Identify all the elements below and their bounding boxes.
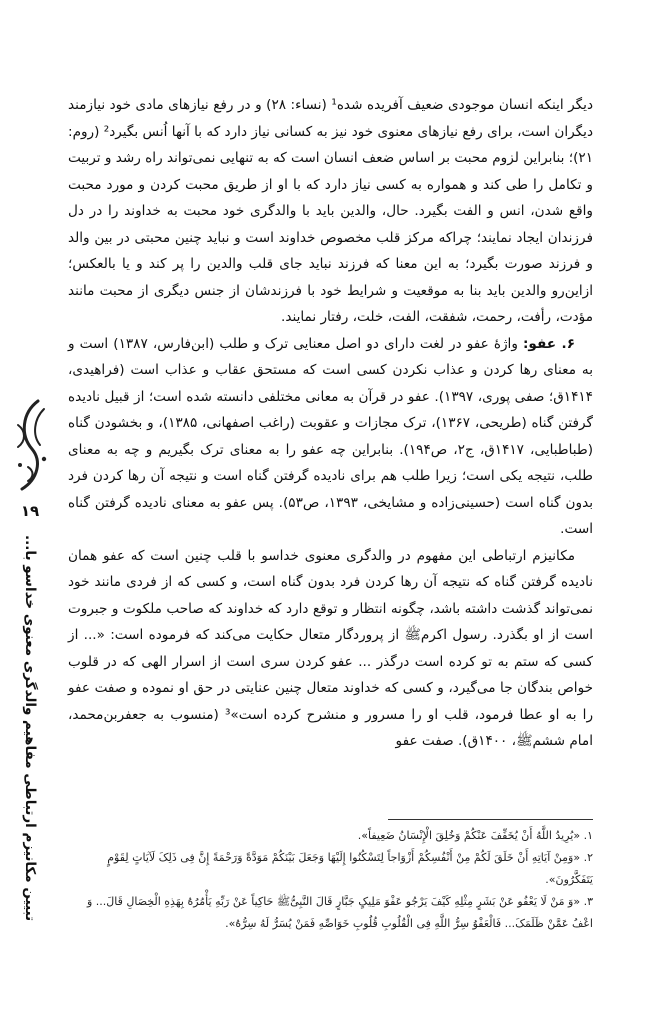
footnote-separator bbox=[388, 819, 593, 820]
margin-sidebar bbox=[0, 395, 60, 955]
body-text bbox=[68, 92, 593, 755]
footnote-3: ۳. «وَ مَنْ لَا یَعْفُو عَنْ بَشَرٍ مِثْلِهِ کَیْفَ یَرْجُو عَفْوَ مَلِیکٍ جَبَّارٍ قَالَ النَّبِیُّﷺ حَاکِیاً عَنْ رَبِّهِ یَأْمُرُهُ بِهَذِهِ الْخِصَالِ قَالَ... وَ اعْفُ عَمَّنْ ظَلَمَکَ... فَالْعَفْوُ سِرُّ اللَّهِ فِی الْقُلُوبِ قُلُوبِ خَوَاصِّهِ فَمَنْ یُسَرُّ لَهُ سِرُّهُ». bbox=[87, 895, 593, 930]
journal-logo-icon bbox=[8, 395, 54, 495]
page-number: ۱۹ bbox=[20, 502, 40, 520]
running-title: تبیین مکانیزم ارتباطی مفاهیم والدگری معنوی خداسو با... bbox=[22, 535, 38, 922]
paragraph-forgiveness-definition bbox=[68, 331, 593, 543]
paragraph-love-need: دیگر اینکه انسان موجودی ضعیف آفریده شده¹ (نساء: ۲۸) و در رفع نیازهای مادی خود نیازمند دیگران است، برای رفع نیازهای معنوی خود نیز به کسانی نیاز دارد که با آنها اُنس بگیرد² (روم: ۲۱)؛ بنابراین لزوم محبت بر اساس ضعف انسان است که به تنهایی نمی‌تواند راه رشد و تربیت و تکامل را طی کند و همواره به کسی نیاز دارد که با او از طریق محبت کردن و مورد محبت واقع شدن، انس و الفت بگیرد. حال، والدین باید با والدگری خود محبت به خداوند را در دل فرزندان ایجاد نمایند؛ چراکه مرکز قلب مخصوص خداوند است و نباید چنین محبتی در بین والد و فرزند صورت بگیرد؛ به این معنا که فرزند نباید جای قلب والدین را پر کند و یا بالعکس؛ ازاین‌رو والدین باید بنا به موقعیت و شرایط خود با فرزندشان از جنس دیگری از محبت مانند مؤدت، رأفت، رحمت، شفقت، الفت، خلت، رفتار نمایند. bbox=[68, 97, 594, 325]
footnotes bbox=[68, 825, 593, 935]
section-heading-forgiveness: ۶. عفو: bbox=[522, 335, 575, 352]
paragraph-forgiveness-mechanism: مکانیزم ارتباطی این مفهوم در والدگری معنوی خداسو با قلب چنین است که عفو همان نادیده گرفتن گناه که نتیجه آن رها کردن فرد بدون گناه است، و کسی که از فردی مانند خود نمی‌تواند گذشت داشته باشد، چگونه انتظار و توقع دارد که خداوند که صاحب ملکوت و جبروت است از او بگذرد. رسول اکرمﷺ از پروردگار متعال حکایت می‌کند که فرموده است: «... از کسی که ستم به تو کرده است درگذر ... عفو کردن سری است از اسرار الهی که در قلوب خواص بندگان جا می‌گیرد، و کسی که خداوند متعال چنین عنایتی در حق او نموده و صفت عفو را به او عطا فرمود، قلب او را مسرور و منشرح کرده است»³ (منسوب به جعفربن‌محمد، امام ششمﷺ، ۱۴۰۰ق). صفت عفو bbox=[68, 547, 594, 749]
footnote-1: ۱. «یُرِیدُ اللَّهُ أَنْ یُخَفِّفَ عَنْکُمْ وَخُلِقَ الْإِنْسَانُ ضَعِیفاً». bbox=[357, 829, 593, 842]
footnote-2: ۲. «وَمِنْ آیَاتِهِ أَنْ خَلَقَ لَکُمْ مِنْ أَنْفُسِکُمْ أَزْوَاجاً لِتَسْکُنُوا إِلَیْهَا وَجَعَلَ بَیْنَکُمْ مَوَدَّةً وَرَحْمَةً إِنَّ فِی ذَلِکَ لَآیَاتٍ لِقَوْمٍ یَتَفَکَّرُونَ». bbox=[107, 851, 593, 886]
paragraph-forgiveness-text: واژهٔ عفو در لغت دارای دو اصل معنایی ترک و طلب (ابن‌فارس، ۱۳۸۷) است و به معنای رها کردن و عذاب نکردن کسی است که مستحق عقاب و عذاب است (فراهیدی، ۱۴۱۴ق؛ صفی پوری، ۱۳۹۷). عفو در قرآن به معانی مختلفی دانسته شده است؛ از قبیل نادیده گرفتن گناه (طریحی، ۱۳۶۷)، ترک مجازات و عقوبت (راغب اصفهانی، ۱۳۸۵)، و بخشودن گناه (طباطبایی، ۱۴۱۷ق، ج۲، ص۱۹۴). بنابراین چه عفو را به معنای ترک بگیریم و چه به معنای طلب، نتیجه یکی است؛ زیرا طلب هم برای نادیده گرفتن گناه است و نتیجه آن رها کردن فرد بدون گناه است (حسینی‌زاده و مشایخی، ۱۳۹۳، ص۵۳). پس عفو به معنای نادیده گرفتن گناه است. bbox=[68, 335, 593, 537]
